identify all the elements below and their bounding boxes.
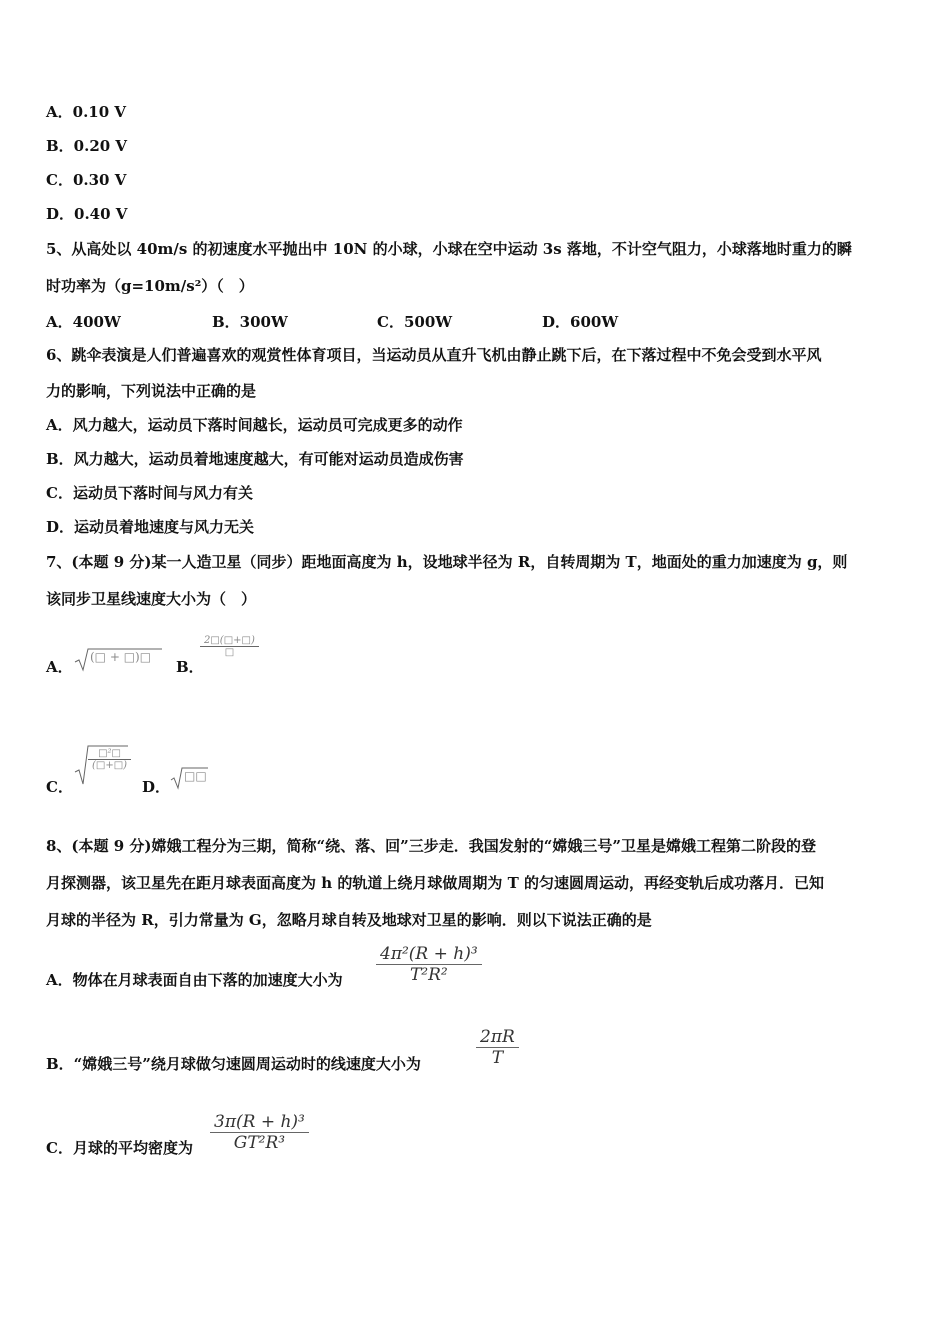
q7-formula-a-text: (□ + □)□: [90, 650, 152, 664]
q4-option-a: A．0.10 V: [46, 103, 127, 121]
q7-formula-c-num: □²□: [98, 748, 121, 759]
q8-formula-c-den: GT²R³: [233, 1133, 286, 1153]
q5-option-b: B．300W: [212, 313, 288, 331]
q8-option-b-formula: [476, 1027, 519, 1068]
q4-option-b: B．0.20 V: [46, 137, 128, 155]
q7-option-a-formula: [74, 646, 164, 676]
q7-formula-c-den: (□+□): [92, 760, 128, 771]
q7-option-d-formula: [170, 766, 210, 794]
q6-option-d: D．运动员着地速度与风力无关: [46, 518, 255, 536]
q8-stem-line2: 月探测器，该卫星先在距月球表面高度为 h 的轨道上绕月球做周期为 T 的匀速圆周运动，再经变轨后成功落月．已知: [46, 874, 824, 892]
q7-option-d-label: D．: [142, 778, 171, 796]
q4-option-c: C．0.30 V: [46, 171, 127, 189]
q5-option-d: D．600W: [542, 313, 619, 331]
q8-option-a-formula: [376, 944, 482, 985]
q8-option-b: B．“嫦娥三号”绕月球做匀速圆周运动时的线速度大小为: [46, 1055, 421, 1073]
q8-stem-line3: 月球的半径为 R，引力常量为 G，忽略月球自转及地球对卫星的影响．则以下说法正确的是: [46, 911, 652, 929]
q4-option-d: D．0.40 V: [46, 205, 128, 223]
q8-formula-b-den: T: [491, 1048, 504, 1068]
q7-option-a-label: A．: [46, 658, 73, 676]
q5-stem-line1: 5、从高处以 40m/s 的初速度水平抛出中 10N 的小球，小球在空中运动 3s 落地，不计空气阻力，小球落地时重力的瞬: [46, 240, 852, 258]
q8-stem-line1: 8、(本题 9 分)嫦娥工程分为三期，简称“绕、落、回”三步走．我国发射的“嫦娥三号”卫星是嫦娥工程第二阶段的登: [46, 837, 817, 855]
q5-option-a: A．400W: [46, 313, 121, 331]
q6-option-b: B．风力越大，运动员着地速度越大，有可能对运动员造成伤害: [46, 450, 464, 468]
q8-formula-b-num: 2πR: [480, 1027, 515, 1047]
q7-stem-line2: 该同步卫星线速度大小为（ ）: [46, 590, 257, 608]
q6-stem-line1: 6、跳伞表演是人们普遍喜欢的观赏性体育项目，当运动员从直升飞机由静止跳下后，在下落过程中不免会受到水平风: [46, 346, 822, 364]
q8-formula-c-num: 3π(R + h)³: [214, 1112, 305, 1132]
q7-formula-b-den: □: [224, 647, 235, 658]
q6-option-c: C．运动员下落时间与风力有关: [46, 484, 253, 502]
q7-stem-line1: 7、(本题 9 分)某一人造卫星（同步）距地面高度为 h，设地球半径为 R，自转周期为 T，地面处的重力加速度为 g，则: [46, 553, 848, 571]
q5-option-c: C．500W: [377, 313, 453, 331]
q5-stem-line2: 时功率为（g=10m/s²）（ ）: [46, 277, 254, 295]
q8-option-c: C．月球的平均密度为: [46, 1139, 193, 1157]
q7-option-b-label: B．: [176, 658, 204, 676]
q6-stem-line2: 力的影响，下列说法中正确的是: [46, 382, 257, 400]
q7-option-c-label: C．: [46, 778, 73, 796]
q8-formula-a-den: T²R²: [409, 965, 448, 985]
q7-formula-d-text: □□: [184, 769, 207, 783]
q8-option-c-formula: [210, 1112, 309, 1153]
q8-formula-a-num: 4π²(R + h)³: [380, 944, 478, 964]
q8-option-a: A．物体在月球表面自由下落的加速度大小为: [46, 971, 343, 989]
q7-formula-b-num: 2□(□+□): [204, 635, 255, 646]
q6-option-a: A．风力越大，运动员下落时间越长，运动员可完成更多的动作: [46, 416, 463, 434]
q7-option-b-formula: [200, 628, 259, 658]
